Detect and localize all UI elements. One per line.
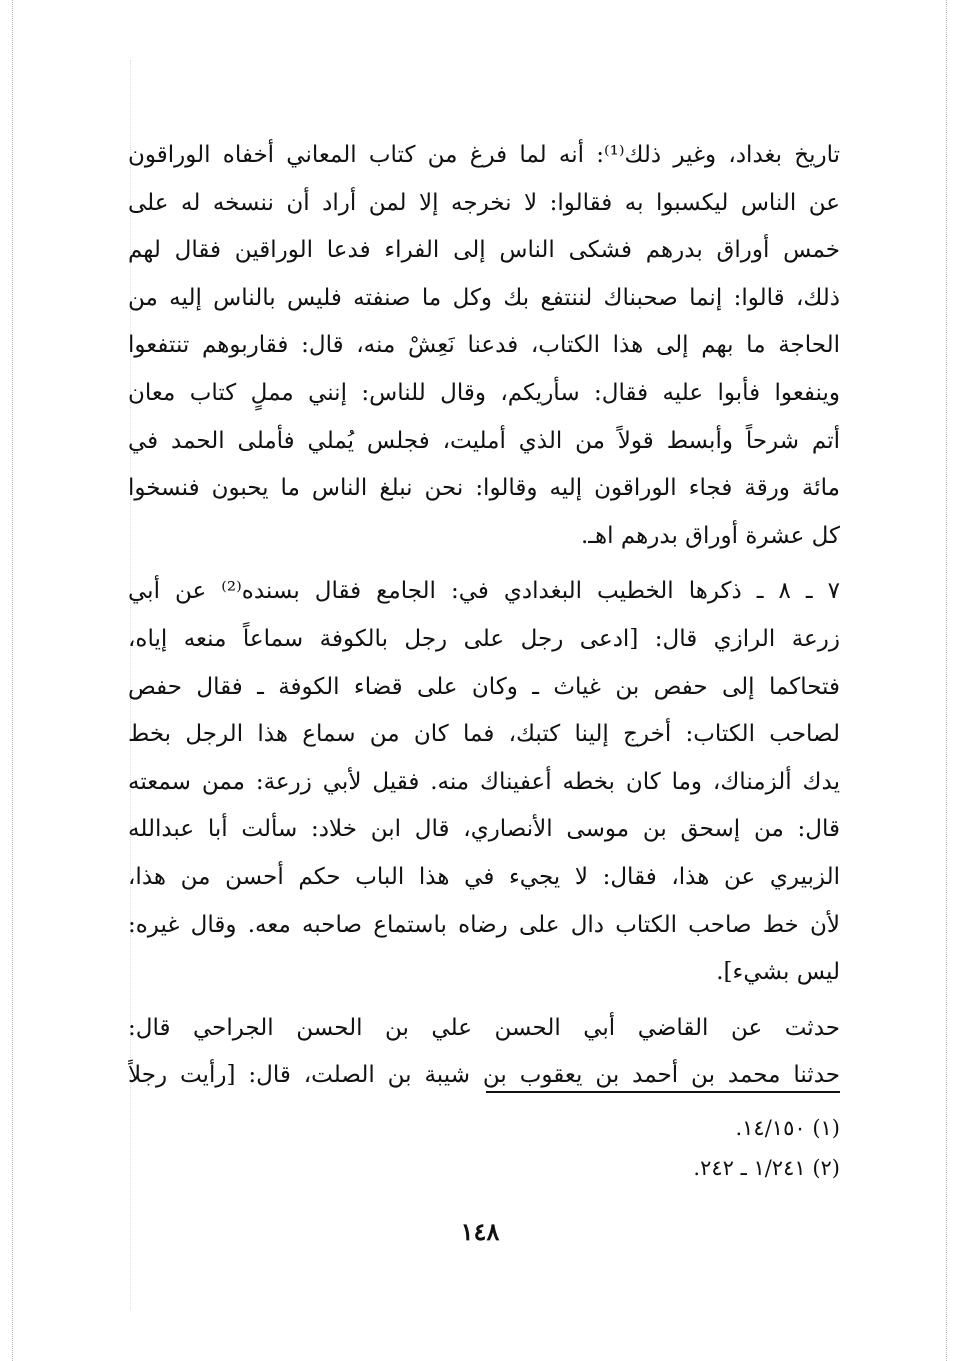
- text-line: عن الناس ليكسبوا به فقالوا: لا نخرجه إلا لمن أراد أن ننسخه له على: [128, 189, 840, 216]
- text-line: كل عشرة أوراق بدرهم اهـ.: [580, 522, 840, 549]
- text-line: ذلك، قالوا: إنما صحبناك لننتفع بك وكل ما صنفته فليس بالناس إليه من: [128, 284, 840, 311]
- text-line: فتحاكما إلى حفص بن غياث ـ وكان على قضاء الكوفة ـ فقال حفص: [128, 673, 840, 700]
- text-line: خمس أوراق بدرهم فشكى الناس إلى الفراء فدعا الوراقين فقال لهم: [128, 237, 840, 264]
- scan-edge-right: [946, 0, 947, 1361]
- footnote-separator: [486, 1091, 840, 1093]
- text-line: حدثنا محمد بن أحمد بن يعقوب بن شيبة بن الصلت، قال: [رأيت رجلاً: [128, 1062, 840, 1089]
- footnote-2: (٢) ١/٢٤١ ـ ٢٤٢.: [693, 1156, 840, 1180]
- text-line: قال: من إسحق بن موسى الأنصاري، قال ابن خلاد: سألت أبا عبدالله: [128, 816, 840, 843]
- footnote-1: (١) ١٤/١٥٠.: [735, 1116, 840, 1140]
- page-body: [128, 132, 840, 1100]
- text-line: تاريخ بغداد، وغير ذلك⁽¹⁾: أنه لما فرغ من كتاب المعاني أخفاه الوراقون: [128, 142, 840, 168]
- paragraph-3: [128, 1005, 840, 1100]
- page-number: ١٤٨: [460, 1217, 500, 1246]
- paragraph-2: [128, 568, 840, 996]
- text-line: لأن خط صاحب الكتاب دال على رضاه باستماع صاحبه معه. وقال غيره:: [128, 911, 840, 938]
- text-line: الحاجة ما بهم إلى هذا الكتاب، فدعنا نَعِشْ منه، قال: فقاربوهم تنتفعوا: [128, 332, 840, 359]
- text-line: مائة ورقة فجاء الوراقون إليه وقالوا: نحن نبلغ الناس ما يحبون فنسخوا: [128, 475, 840, 502]
- text-line: حدثت عن القاضي أبي الحسن علي بن الحسن الجراحي قال:: [128, 1014, 840, 1041]
- paragraph-gap: [128, 997, 840, 1005]
- text-line: زرعة الرازي قال: [ادعى رجل على رجل بالكوفة سماعاً منعه إياه،: [128, 625, 840, 652]
- paragraph-gap: [128, 560, 840, 568]
- text-line: ليس بشيء].: [716, 959, 840, 986]
- text-line: ٧ ـ ٨ ـ ذكرها الخطيب البغدادي في: الجامع فقال بسنده⁽²⁾ عن أبي: [128, 578, 840, 605]
- scan-edge-left: [12, 0, 13, 1361]
- text-line: الزبيري عن هذا، فقال: لا يجيء في هذا الباب حكم أحسن من هذا،: [128, 863, 840, 890]
- text-line: وينفعوا فأبوا عليه فقال: سأريكم، وقال للناس: إنني مملٍ كتاب معان: [128, 379, 840, 406]
- text-line: أتم شرحاً وأبسط قولاً من الذي أمليت، فجلس يُملي فأملى الحمد في: [128, 427, 840, 454]
- footnotes: [480, 1108, 840, 1188]
- text-line: لصاحب الكتاب: أخرج إلينا كتبك، فما كان من سماع هذا الرجل بخط: [128, 721, 840, 748]
- paragraph-1: [128, 132, 840, 560]
- text-line: يدك ألزمناك، وما كان بخطه أعفيناك منه. فقيل لأبي زرعة: ممن سمعته: [128, 768, 840, 795]
